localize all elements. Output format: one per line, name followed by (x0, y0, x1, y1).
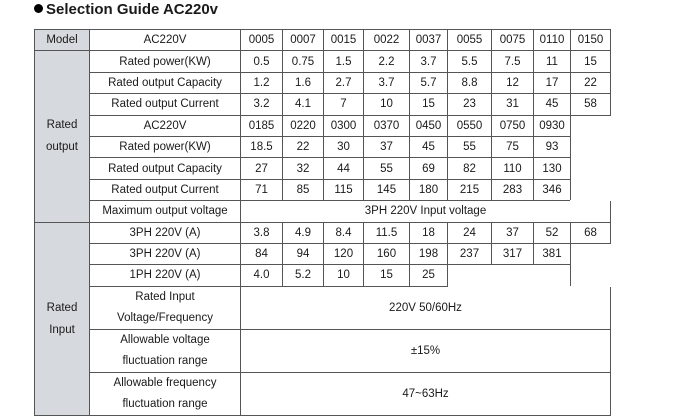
model-code: 0150 (571, 30, 611, 51)
cell: 32 (283, 158, 324, 179)
cell: 5.5 (448, 51, 492, 72)
cell: 93 (534, 136, 571, 157)
cell: 44 (324, 158, 364, 179)
empty-cell (571, 115, 611, 201)
cell: 24 (448, 222, 492, 243)
cell: 68 (571, 222, 611, 243)
cell: 55 (448, 136, 492, 157)
cell: 237 (448, 243, 492, 264)
row-label: Rated output Capacity (90, 158, 241, 179)
model-value: AC220V (90, 115, 241, 136)
cell: 11 (534, 51, 571, 72)
cell: 37 (364, 136, 410, 157)
cell: 3.7 (410, 51, 448, 72)
cell: 0.5 (241, 51, 283, 72)
cell: 5.2 (283, 265, 324, 286)
model-code: 0300 (324, 115, 364, 136)
row-label: 3PH 220V (A) (90, 222, 241, 243)
cell: 30 (324, 136, 364, 157)
table-row (35, 286, 611, 329)
cell: 1.6 (283, 72, 324, 93)
empty-cell (448, 265, 571, 286)
row-label: Maximum output voltage (90, 201, 241, 222)
model-code: 0015 (324, 30, 364, 51)
row-label: Allowable voltage fluctuation range (90, 329, 241, 372)
cell: 2.7 (324, 72, 364, 93)
cell: 4.9 (283, 222, 324, 243)
cell: 15 (571, 51, 611, 72)
table-row (35, 72, 611, 93)
model-code: 0005 (241, 30, 283, 51)
model-code: 0022 (364, 30, 410, 51)
row-label: 1PH 220V (A) (90, 265, 241, 286)
cell: 215 (448, 179, 492, 200)
cell: 71 (241, 179, 283, 200)
cell: 381 (534, 243, 571, 264)
cell: 18.5 (241, 136, 283, 157)
cell: 69 (410, 158, 448, 179)
row-label: Rated output Current (90, 94, 241, 115)
page-title (34, 0, 218, 20)
table-row (35, 222, 611, 243)
cell: 283 (492, 179, 534, 200)
cell: 180 (410, 179, 448, 200)
table-row (35, 51, 611, 72)
cell: 4.1 (283, 94, 324, 115)
cell: 15 (364, 265, 410, 286)
model-header: Model (35, 30, 90, 51)
model-code: 0370 (364, 115, 410, 136)
model-code: 0450 (410, 115, 448, 136)
cell: 94 (283, 243, 324, 264)
cell: 75 (492, 136, 534, 157)
cell: 11.5 (364, 222, 410, 243)
cell: 52 (534, 222, 571, 243)
cell: 3.2 (241, 94, 283, 115)
table-row (35, 243, 611, 264)
cell: 18 (410, 222, 448, 243)
model-code: 0550 (448, 115, 492, 136)
cell: 25 (410, 265, 448, 286)
cell: 85 (283, 179, 324, 200)
cell: 8.4 (324, 222, 364, 243)
empty-cell (571, 243, 611, 286)
cell: 5.7 (410, 72, 448, 93)
row-label: Rated power(KW) (90, 51, 241, 72)
table-row (35, 201, 611, 222)
cell: 2.2 (364, 51, 410, 72)
model-code: 0110 (534, 30, 571, 51)
cell: 3.8 (241, 222, 283, 243)
model-code: 0075 (492, 30, 534, 51)
cell: 15 (410, 94, 448, 115)
table-row (35, 115, 611, 136)
table-row (35, 136, 611, 157)
cell: 7 (324, 94, 364, 115)
freq-fluct-value: 47~63Hz (241, 372, 611, 415)
row-label: Rated output Capacity (90, 72, 241, 93)
table-row (35, 179, 611, 200)
cell: 145 (364, 179, 410, 200)
volt-fluct-value: ±15% (241, 329, 611, 372)
row-label: 3PH 220V (A) (90, 243, 241, 264)
cell: 31 (492, 94, 534, 115)
cell: 22 (283, 136, 324, 157)
row-label: Allowable frequency fluctuation range (90, 372, 241, 415)
cell: 10 (364, 94, 410, 115)
cell: 0.75 (283, 51, 324, 72)
model-code: 0037 (410, 30, 448, 51)
model-code: 0750 (492, 115, 534, 136)
cell: 3.7 (364, 72, 410, 93)
cell: 160 (364, 243, 410, 264)
selection-guide-table (34, 29, 611, 416)
model-value: AC220V (90, 30, 241, 51)
table-row (35, 94, 611, 115)
cell: 55 (364, 158, 410, 179)
cell: 346 (534, 179, 571, 200)
table-row (35, 372, 611, 415)
page-title-text: Selection Guide AC220v (46, 1, 219, 18)
cell: 58 (571, 94, 611, 115)
cell: 45 (534, 94, 571, 115)
model-code: 0220 (283, 115, 324, 136)
row-label: Rated power(KW) (90, 136, 241, 157)
max-voltage-value: 3PH 220V Input voltage (241, 201, 611, 222)
cell: 8.8 (448, 72, 492, 93)
cell: 84 (241, 243, 283, 264)
cell: 7.5 (492, 51, 534, 72)
cell: 115 (324, 179, 364, 200)
cell: 130 (534, 158, 571, 179)
cell: 22 (571, 72, 611, 93)
model-code: 0055 (448, 30, 492, 51)
cell: 317 (492, 243, 534, 264)
table-row (35, 158, 611, 179)
cell: 27 (241, 158, 283, 179)
cell: 110 (492, 158, 534, 179)
cell: 37 (492, 222, 534, 243)
cell: 17 (534, 72, 571, 93)
cell: 4.0 (241, 265, 283, 286)
cell: 10 (324, 265, 364, 286)
table-row (35, 30, 611, 51)
table-row (35, 329, 611, 372)
model-code: 0185 (241, 115, 283, 136)
cell: 23 (448, 94, 492, 115)
model-code: 0007 (283, 30, 324, 51)
rated-output-group-label: Rated output (35, 51, 90, 222)
bullet-icon (34, 4, 43, 13)
cell: 120 (324, 243, 364, 264)
row-label: Rated output Current (90, 179, 241, 200)
model-code: 0930 (534, 115, 571, 136)
cell: 12 (492, 72, 534, 93)
cell: 198 (410, 243, 448, 264)
cell: 45 (410, 136, 448, 157)
cell: 82 (448, 158, 492, 179)
table-row (35, 265, 611, 286)
rated-input-group-label: Rated Input (35, 222, 90, 415)
row-label: Rated Input Voltage/Frequency (90, 286, 241, 329)
cell: 1.5 (324, 51, 364, 72)
input-freq-value: 220V 50/60Hz (241, 286, 611, 329)
cell: 1.2 (241, 72, 283, 93)
